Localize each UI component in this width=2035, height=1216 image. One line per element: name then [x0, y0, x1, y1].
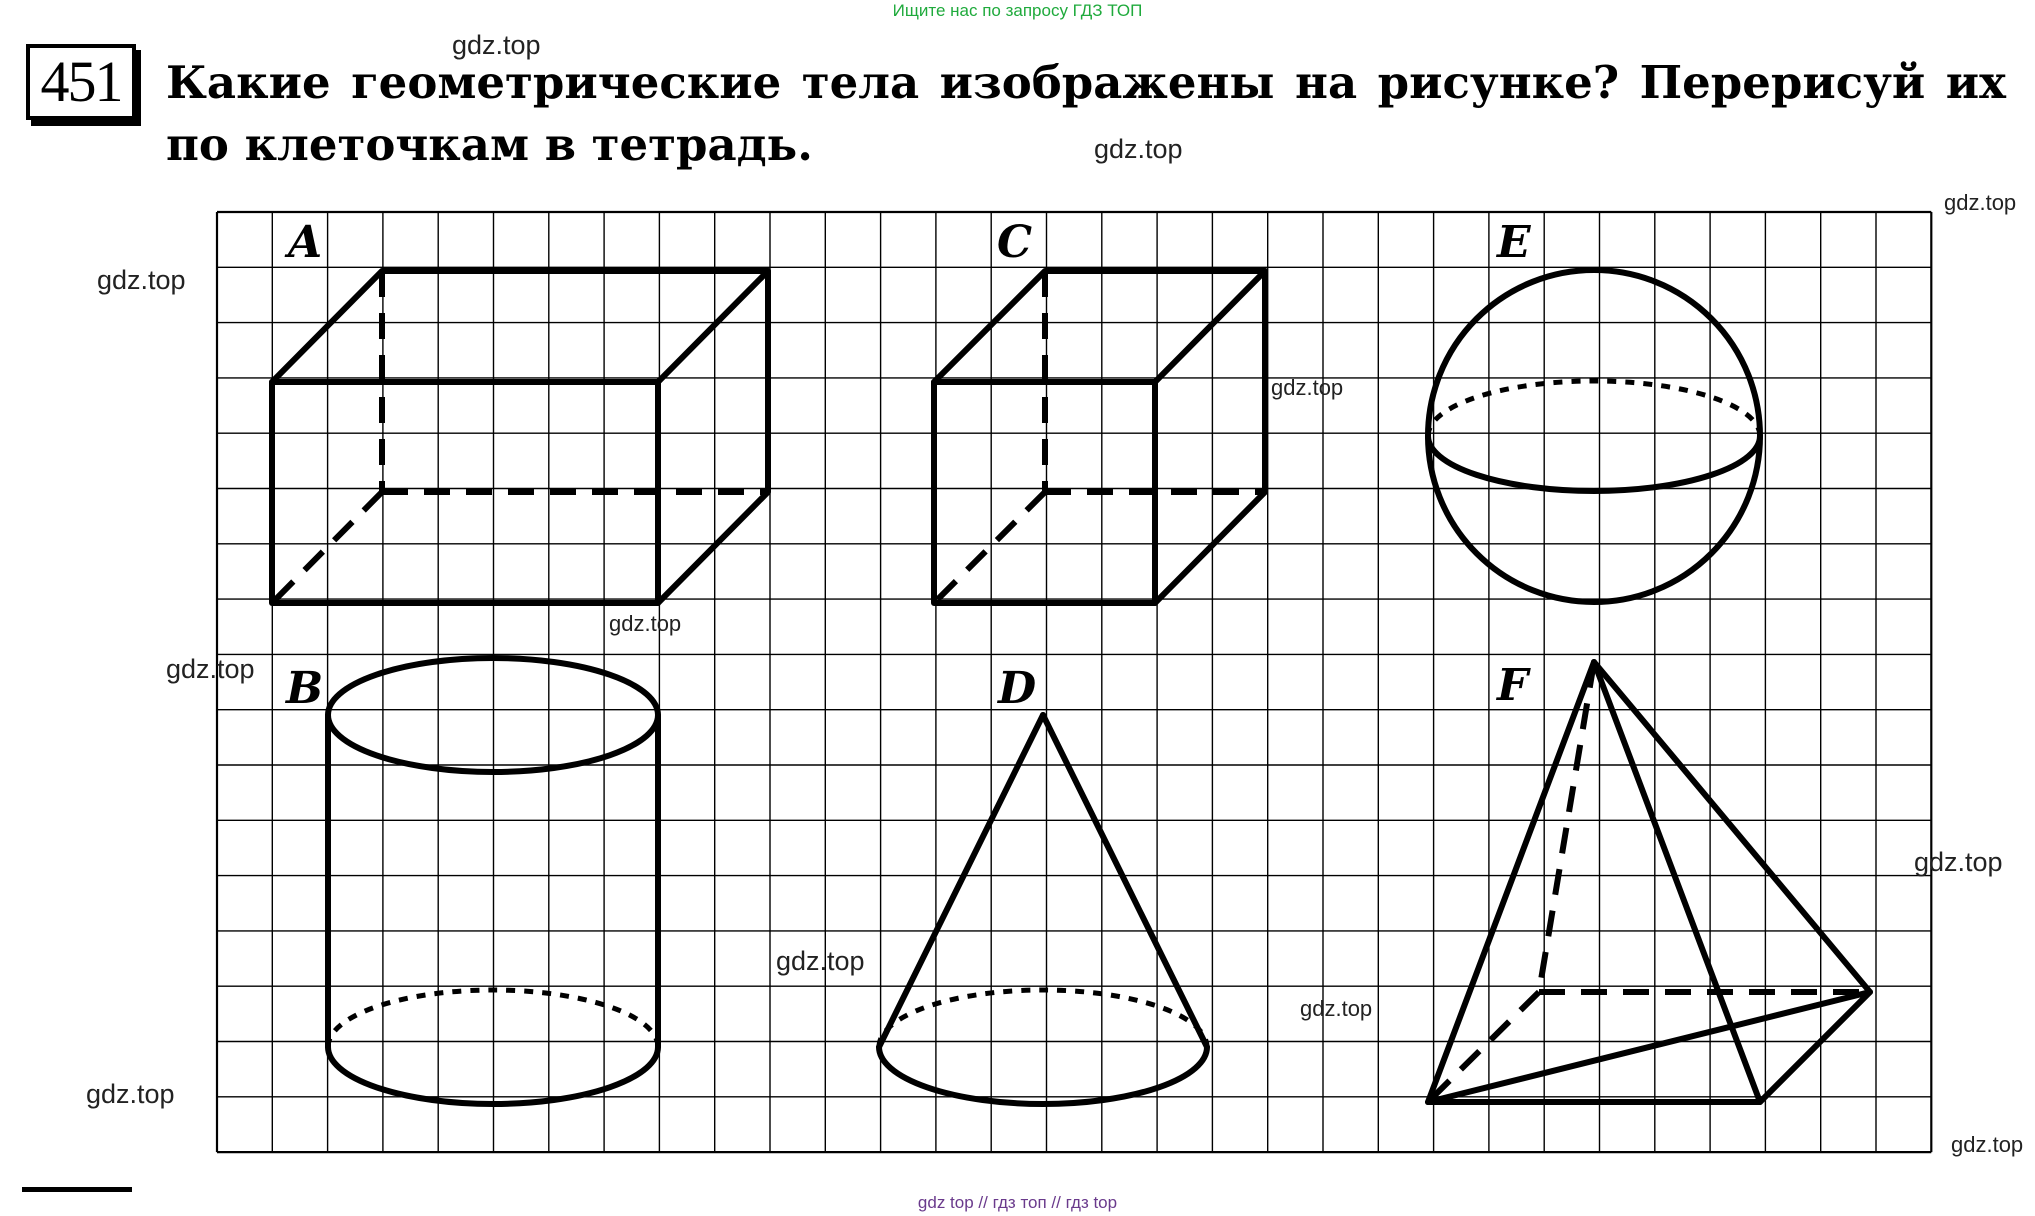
bottom-rule: [22, 1187, 132, 1192]
figure-a-prism: [272, 217, 768, 603]
figure-label-b: B: [286, 663, 324, 714]
figure-label-e: E: [1497, 217, 1531, 268]
top-banner[interactable]: Ищите нас по запросу ГДЗ ТОП: [892, 1, 1143, 20]
watermark: gdz.top: [1300, 996, 1373, 1021]
figure-c-cube: [934, 217, 1265, 603]
figure-label-f: F: [1497, 660, 1529, 711]
figure-label-a: A: [288, 217, 323, 268]
footer-links[interactable]: gdz top // гдз топ // гдз top: [917, 1193, 1118, 1212]
task-number: 451: [26, 44, 136, 120]
figure-label-c: C: [997, 217, 1033, 268]
graph-paper-grid: [217, 212, 1931, 1152]
figure-b-cylinder: [284, 658, 658, 1104]
task-question: Какие геометрические тела изображены на рисунке? Перерисуй их по клеточкам в тетрадь.: [166, 56, 2006, 171]
watermark: gdz.top: [97, 265, 186, 295]
watermark: gdz.top: [166, 654, 255, 684]
watermark: gdz.top: [86, 1079, 175, 1109]
watermark: gdz.top: [609, 611, 682, 636]
watermark: gdz.top: [452, 30, 541, 60]
watermark: gdz.top: [776, 946, 865, 976]
watermark: gdz.top: [1944, 190, 2017, 215]
figure-d-cone: [879, 663, 1207, 1104]
figure-label-d: D: [998, 663, 1037, 714]
figure-f-pyramid: [1428, 660, 1870, 1102]
watermark: gdz.top: [1914, 847, 2003, 877]
watermark: gdz.top: [1271, 375, 1344, 400]
watermark: gdz.top: [1094, 134, 1183, 164]
watermark: gdz.top: [1951, 1132, 2024, 1157]
